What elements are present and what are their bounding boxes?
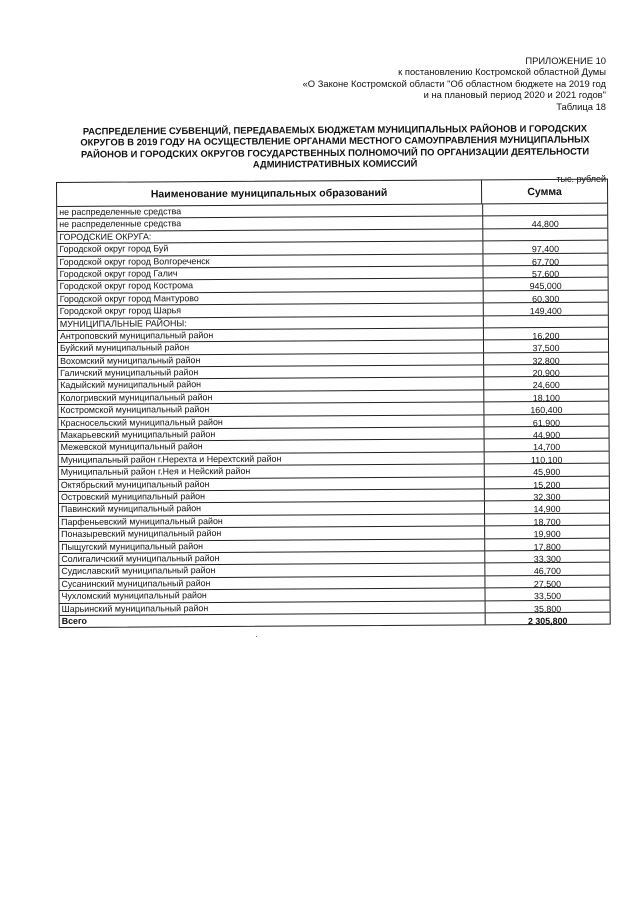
units-label: тыс. рублей bbox=[556, 174, 606, 184]
appendix-law: «О Законе Костромской области "Об областном бюджете на 2019 год bbox=[302, 77, 606, 89]
row-name: Красносельский муниципальный район bbox=[58, 415, 484, 429]
row-sum: 2 305,800 bbox=[527, 615, 568, 627]
row-name: Пыщугский муниципальный район bbox=[59, 539, 485, 553]
row-sum: 18,700 bbox=[533, 516, 561, 527]
row-sum: 149,400 bbox=[529, 306, 562, 317]
row-name: Павинский муниципальный район bbox=[59, 502, 485, 516]
row-sum: 27,500 bbox=[533, 578, 562, 589]
column-header-sum: Сумма bbox=[527, 185, 562, 198]
scan-speck bbox=[256, 636, 257, 637]
row-sum: 32,300 bbox=[533, 491, 561, 503]
appendix-header bbox=[246, 55, 606, 112]
row-sum: 14,900 bbox=[533, 504, 561, 515]
row-name: Городской округ город Мантурово bbox=[58, 291, 484, 305]
appendix-resolution: к постановлению Костромской областной Думы bbox=[398, 66, 606, 78]
row-name: Муниципальный район г.Нея и Нейский район bbox=[59, 465, 485, 479]
row-name: Галичский муниципальный район bbox=[58, 365, 484, 379]
row-name: Городской округ город Буй bbox=[57, 242, 483, 256]
row-name: не распределенные средства bbox=[57, 217, 483, 231]
appendix-period: и на плановый период 2020 и 2021 годов" bbox=[423, 89, 606, 101]
row-sum: 37,500 bbox=[532, 343, 560, 354]
row-name: Костромской муниципальный район bbox=[58, 403, 484, 417]
row-sum: 945,000 bbox=[529, 281, 562, 292]
row-sum: 61,900 bbox=[532, 417, 561, 428]
row-name: Городской округ город Кострома bbox=[58, 279, 484, 293]
row-name: Буйский муниципальный район bbox=[58, 341, 484, 355]
row-sum: 20,900 bbox=[532, 368, 560, 379]
subsidy-table bbox=[56, 179, 611, 629]
row-name: Кологривский муниципальный район bbox=[58, 390, 484, 404]
row-sum: 33,500 bbox=[533, 591, 562, 602]
row-name: Сусанинский муниципальный район bbox=[59, 576, 485, 590]
row-name: Кадыйский муниципальный район bbox=[58, 378, 484, 392]
row-sum: 35,800 bbox=[534, 603, 562, 614]
row-sum bbox=[483, 204, 607, 216]
row-name: МУНИЦИПАЛЬНЫЕ РАЙОНЫ: bbox=[58, 316, 484, 330]
row-name: Судиславский муниципальный район bbox=[59, 564, 485, 578]
document-title: РАСПРЕДЕЛЕНИЕ СУБВЕНЦИЙ, ПЕРЕДАВАЕМЫХ БЮДЖЕТАМ МУНИЦИПАЛЬНЫХ РАЙОНОВ И ГОРОДСКИХ ОКРУГОВ В 2019 ГОДУ НА ОСУЩЕСТВЛЕНИЕ ОРГАНАМИ МЕСТНОГО САМОУПРАВЛЕНИЯ МУНИЦИПАЛЬНЫХ РАЙОНОВ И ГОРОДСКИХ ОКРУГОВ ГОСУДАРСТВЕННЫХ ПОЛНОМОЧИЙ ПО ОРГАНИЗАЦИИ ДЕЯТЕЛЬНОСТИ АДМИНИСТРАТИВНЫХ КОМИССИЙ bbox=[80, 122, 590, 170]
row-name: Муниципальный район г.Нерехта и Нерехтский район bbox=[59, 452, 485, 466]
row-name: Межевской муниципальный район bbox=[59, 440, 485, 454]
row-sum: 19,900 bbox=[533, 529, 561, 540]
row-name: Городской округ город Шарья bbox=[58, 304, 484, 318]
row-name: не распределенные средства bbox=[57, 204, 483, 218]
row-name: Шарьинский муниципальный район bbox=[60, 601, 486, 615]
table-header bbox=[57, 180, 607, 207]
row-sum: 45,900 bbox=[533, 467, 561, 478]
row-sum bbox=[484, 315, 608, 327]
row-sum: 32,800 bbox=[532, 355, 560, 366]
row-name: Солигаличский муниципальный район bbox=[59, 551, 485, 565]
row-sum: 160,400 bbox=[530, 405, 563, 416]
row-sum: 16,200 bbox=[532, 330, 560, 341]
row-name: Поназыревский муниципальный район bbox=[59, 527, 485, 541]
row-sum: 44,900 bbox=[532, 429, 561, 441]
row-name: Октябрьский муниципальный район bbox=[59, 477, 485, 491]
row-sum: 57,600 bbox=[531, 268, 560, 280]
row-sum: 14,700 bbox=[533, 442, 561, 453]
row-sum: 24,600 bbox=[532, 380, 560, 391]
row-sum: 60,300 bbox=[532, 293, 560, 304]
row-sum: 97,400 bbox=[531, 244, 560, 255]
appendix-number: ПРИЛОЖЕНИЕ 10 bbox=[525, 55, 606, 66]
row-name: Островский муниципальный район bbox=[59, 489, 485, 503]
row-sum: 110,100 bbox=[530, 454, 563, 465]
row-name: Городской округ город Волгореченск bbox=[57, 254, 483, 268]
row-name: Вохомский муниципальный район bbox=[58, 353, 484, 367]
table-number: Таблица 18 bbox=[556, 100, 606, 112]
row-sum: 46,700 bbox=[533, 566, 561, 577]
column-header-name: Наименование муниципальных образований bbox=[57, 180, 482, 206]
row-name: Макарьевский муниципальный район bbox=[59, 427, 485, 441]
row-sum: 67,700 bbox=[531, 256, 560, 267]
row-sum: 15,200 bbox=[533, 479, 561, 490]
row-name: Парфеньевский муниципальный район bbox=[59, 514, 485, 528]
row-sum bbox=[483, 228, 607, 240]
row-sum: 44,800 bbox=[531, 219, 559, 230]
table-total-row bbox=[60, 613, 610, 628]
row-sum: 18,100 bbox=[532, 392, 560, 403]
row-name: ГОРОДСКИЕ ОКРУГА: bbox=[57, 229, 483, 243]
row-name: Чухломский муниципальный район bbox=[59, 588, 485, 602]
table-body bbox=[57, 204, 610, 628]
row-sum: 33,300 bbox=[533, 553, 561, 565]
row-name: Всего bbox=[60, 613, 486, 627]
row-sum: 17,800 bbox=[533, 541, 561, 552]
row-name: Городской округ город Галич bbox=[58, 266, 484, 280]
row-name: Антроповский муниципальный район bbox=[58, 328, 484, 342]
